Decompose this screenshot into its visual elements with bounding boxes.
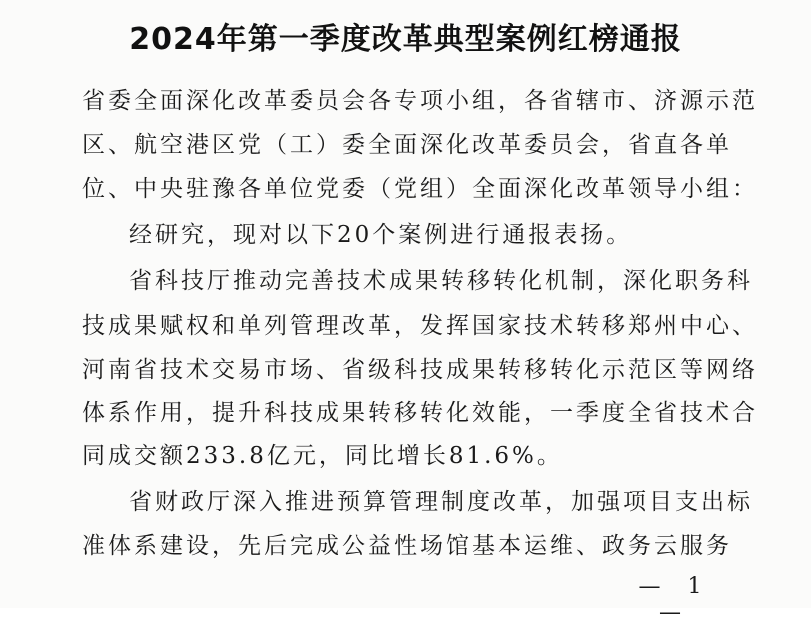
addressee-line-2: 区、航空港区党（工）委全面深化改革委员会，省直各单: [82, 132, 732, 158]
case2-line-1: 省财政厅深入推进预算管理制度改革，加强项目支出标: [129, 489, 753, 515]
case1-line-1: 省科技厅推动完善技术成果转移转化机制，深化职务科: [129, 268, 753, 294]
addressee-line-3: 位、中央驻豫各单位党委（党组）全面深化改革领导小组：: [82, 176, 758, 202]
addressee-line-1: 省委全面深化改革委员会各专项小组，各省辖市、济源示范: [82, 88, 758, 114]
document-title: 2024年第一季度改革典型案例红榜通报: [129, 22, 682, 57]
page-number: — 1 —: [638, 574, 712, 625]
case1-line-5: 同成交额233.8亿元，同比增长81.6%。: [82, 443, 563, 469]
case2-line-2: 准体系建设，先后完成公益性场馆基本运维、政务云服务: [82, 533, 732, 559]
case1-line-3: 河南省技术交易市场、省级科技成果转移转化示范区等网络: [82, 357, 758, 383]
case1-line-2: 技成果赋权和单列管理改革，发挥国家技术转移郑州中心、: [82, 313, 758, 339]
case1-line-4: 体系作用，提升科技成果转移转化效能，一季度全省技术合: [82, 400, 758, 426]
intro-paragraph: 经研究，现对以下20个案例进行通报表扬。: [129, 222, 633, 248]
